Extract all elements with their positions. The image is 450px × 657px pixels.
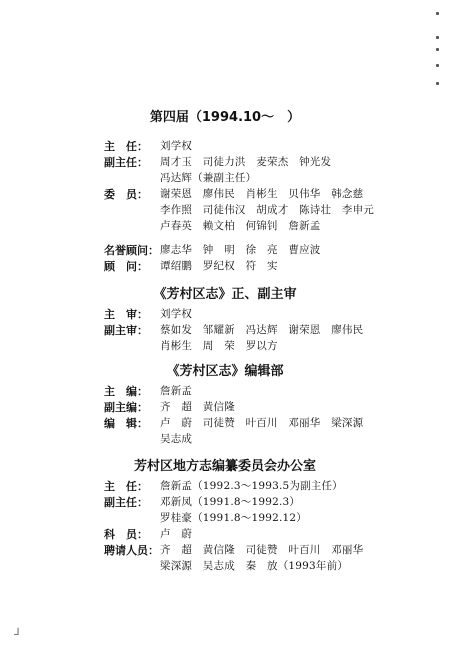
entry-value: 谢荣恩 廖伟民 肖彬生 贝伟华 韩念慈 bbox=[160, 188, 364, 200]
entry-value: 齐 超 黄信隆 司徒赞 叶百川 邓丽华 bbox=[160, 544, 364, 556]
entry-value: 罗桂豪（1991.8～1992.12） bbox=[160, 512, 307, 524]
entry-label: 副主任： bbox=[104, 496, 148, 509]
entry-value: 肖彬生 周 荣 罗以方 bbox=[160, 340, 278, 352]
entry-value: 詹新孟 bbox=[160, 385, 193, 397]
entry-label: 主 任： bbox=[104, 140, 148, 153]
entry-value: 吴志成 bbox=[160, 433, 193, 445]
entry-label: 顾 问： bbox=[104, 260, 148, 273]
entry-value: 詹新孟（1992.3～1993.5为副主任） bbox=[160, 480, 343, 492]
entry-value: 卢 蔚 司徒赞 叶百川 邓丽华 梁深源 bbox=[160, 417, 364, 429]
entry-value: 李作照 司徒伟汉 胡成才 陈诗壮 李申元 bbox=[160, 204, 374, 216]
entry-label: 副主编： bbox=[104, 401, 148, 414]
entry-label: 副主任： bbox=[104, 156, 148, 169]
entry-value: 齐 超 黄信隆 bbox=[160, 401, 235, 413]
entry-label: 科 员： bbox=[104, 528, 148, 541]
entry-value: 卢 蔚 bbox=[160, 528, 193, 540]
section-heading-chief-reviewers: 《芳村区志》正、副主审 bbox=[153, 287, 297, 302]
scan-margin-marks bbox=[436, 12, 440, 92]
section-heading-office: 芳村区地方志编纂委员会办公室 bbox=[133, 459, 316, 474]
entry-value: 蔡如发 邹耀新 冯达辉 谢荣恩 廖伟民 bbox=[160, 324, 364, 336]
entry-label: 主 编： bbox=[104, 385, 148, 398]
entry-value: 卢春英 赖文柏 何锦钊 詹新孟 bbox=[160, 220, 321, 232]
entry-value: 廖志华 钟 明 徐 亮 曹应波 bbox=[160, 244, 321, 256]
entry-value: 周才玉 司徒力洪 麦荣杰 钟光发 bbox=[160, 156, 332, 168]
entry-value: 冯达辉（兼副主任） bbox=[160, 172, 257, 184]
entry-label: 编 辑： bbox=[104, 417, 148, 430]
entry-value: 梁深源 吴志成 秦 放（1993年前） bbox=[160, 560, 349, 572]
section-heading-editorial-department: 《芳村区志》编辑部 bbox=[166, 364, 284, 379]
entry-label: 主 任： bbox=[104, 480, 148, 493]
entry-label: 副主审： bbox=[104, 324, 148, 337]
entry-label: 委 员： bbox=[104, 188, 148, 201]
section-heading-fourth-committee: 第四届（1994.10～ ） bbox=[149, 110, 301, 125]
entry-label: 名誉顾问： bbox=[104, 244, 159, 257]
entry-value: 谭绍鹏 罗纪权 符 实 bbox=[160, 260, 278, 272]
corner-mark: ⅃ bbox=[14, 627, 20, 638]
entry-label: 主 审： bbox=[104, 308, 148, 321]
entry-value: 刘学权 bbox=[160, 140, 193, 152]
entry-label: 聘请人员： bbox=[104, 544, 159, 557]
entry-value: 刘学权 bbox=[160, 308, 193, 320]
entry-value: 邓新凤（1991.8～1992.3） bbox=[160, 496, 301, 508]
